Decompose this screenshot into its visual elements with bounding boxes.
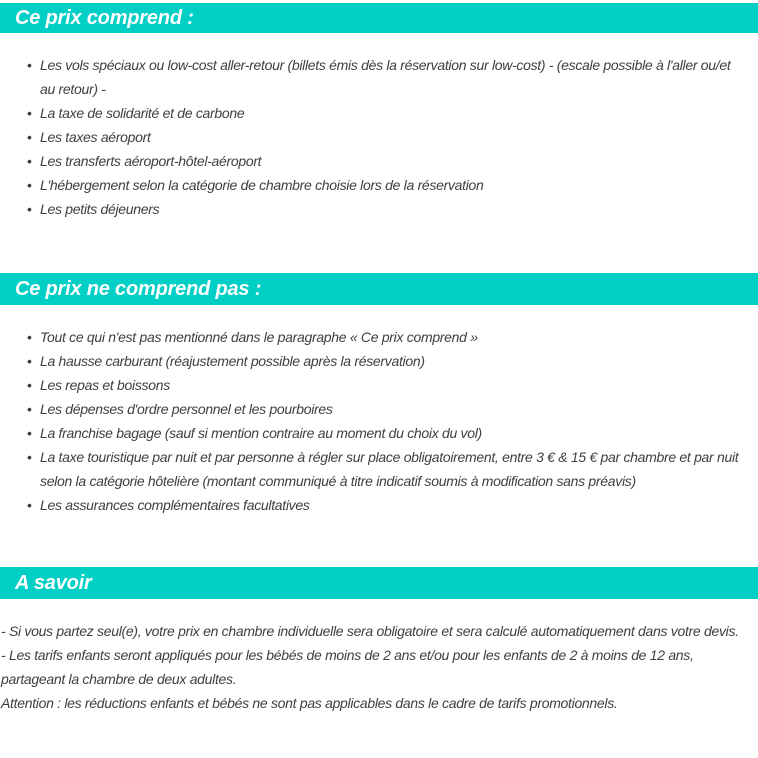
paragraph: - Si vous partez seul(e), votre prix en chambre individuelle sera obligatoire et sera calculé automatiquement dans votre devis.: [1, 623, 739, 639]
excluded-list: [0, 325, 758, 517]
paragraph: - Les tarifs enfants seront appliqués pour les bébés de moins de 2 ans et/ou pour les enfants de 2 à moins de 12 ans, partageant la chambre de deux adultes.: [1, 647, 694, 687]
list-item: • Les dépenses d'ordre personnel et les pourboires: [40, 397, 740, 421]
list-item: • La taxe de solidarité et de carbone: [40, 101, 740, 125]
list-item: • La taxe touristique par nuit et par personne à régler sur place obligatoirement, entre 3 € & 15 € par chambre et par nuit selon la catégorie hôtelière (montant communiqué à titre indicatif soumis à modification sans préavis): [40, 445, 740, 493]
list-item: • Les vols spéciaux ou low-cost aller-retour (billets émis dès la réservation sur low-cost) - (escale possible à l'aller ou/et au retour) -: [40, 53, 740, 101]
list-item: • Les repas et boissons: [40, 373, 740, 397]
list-item: • La hausse carburant (réajustement possible après la réservation): [40, 349, 740, 373]
section-header-price-includes: [0, 3, 758, 33]
list-item: • Les taxes aéroport: [40, 125, 740, 149]
good-to-know-paragraphs: [0, 619, 758, 715]
section-title: A savoir: [15, 571, 92, 594]
section-title: Ce prix comprend :: [15, 6, 194, 29]
section-title: Ce prix ne comprend pas :: [15, 277, 262, 300]
included-list: [0, 53, 758, 221]
section-header-price-excludes: [0, 273, 758, 305]
list-item: • La franchise bagage (sauf si mention contraire au moment du choix du vol): [40, 421, 740, 445]
list-item: • L'hébergement selon la catégorie de chambre choisie lors de la réservation: [40, 173, 740, 197]
list-item: • Les assurances complémentaires facultatives: [40, 493, 740, 517]
section-header-good-to-know: [0, 567, 758, 599]
list-item: • Les transferts aéroport-hôtel-aéroport: [40, 149, 740, 173]
list-item: • Les petits déjeuners: [40, 197, 740, 221]
paragraph: Attention : les réductions enfants et bébés ne sont pas applicables dans le cadre de tarifs promotionnels.: [1, 695, 618, 711]
list-item: • Tout ce qui n'est pas mentionné dans le paragraphe « Ce prix comprend »: [40, 325, 740, 349]
pricing-info-page: [0, 3, 758, 758]
